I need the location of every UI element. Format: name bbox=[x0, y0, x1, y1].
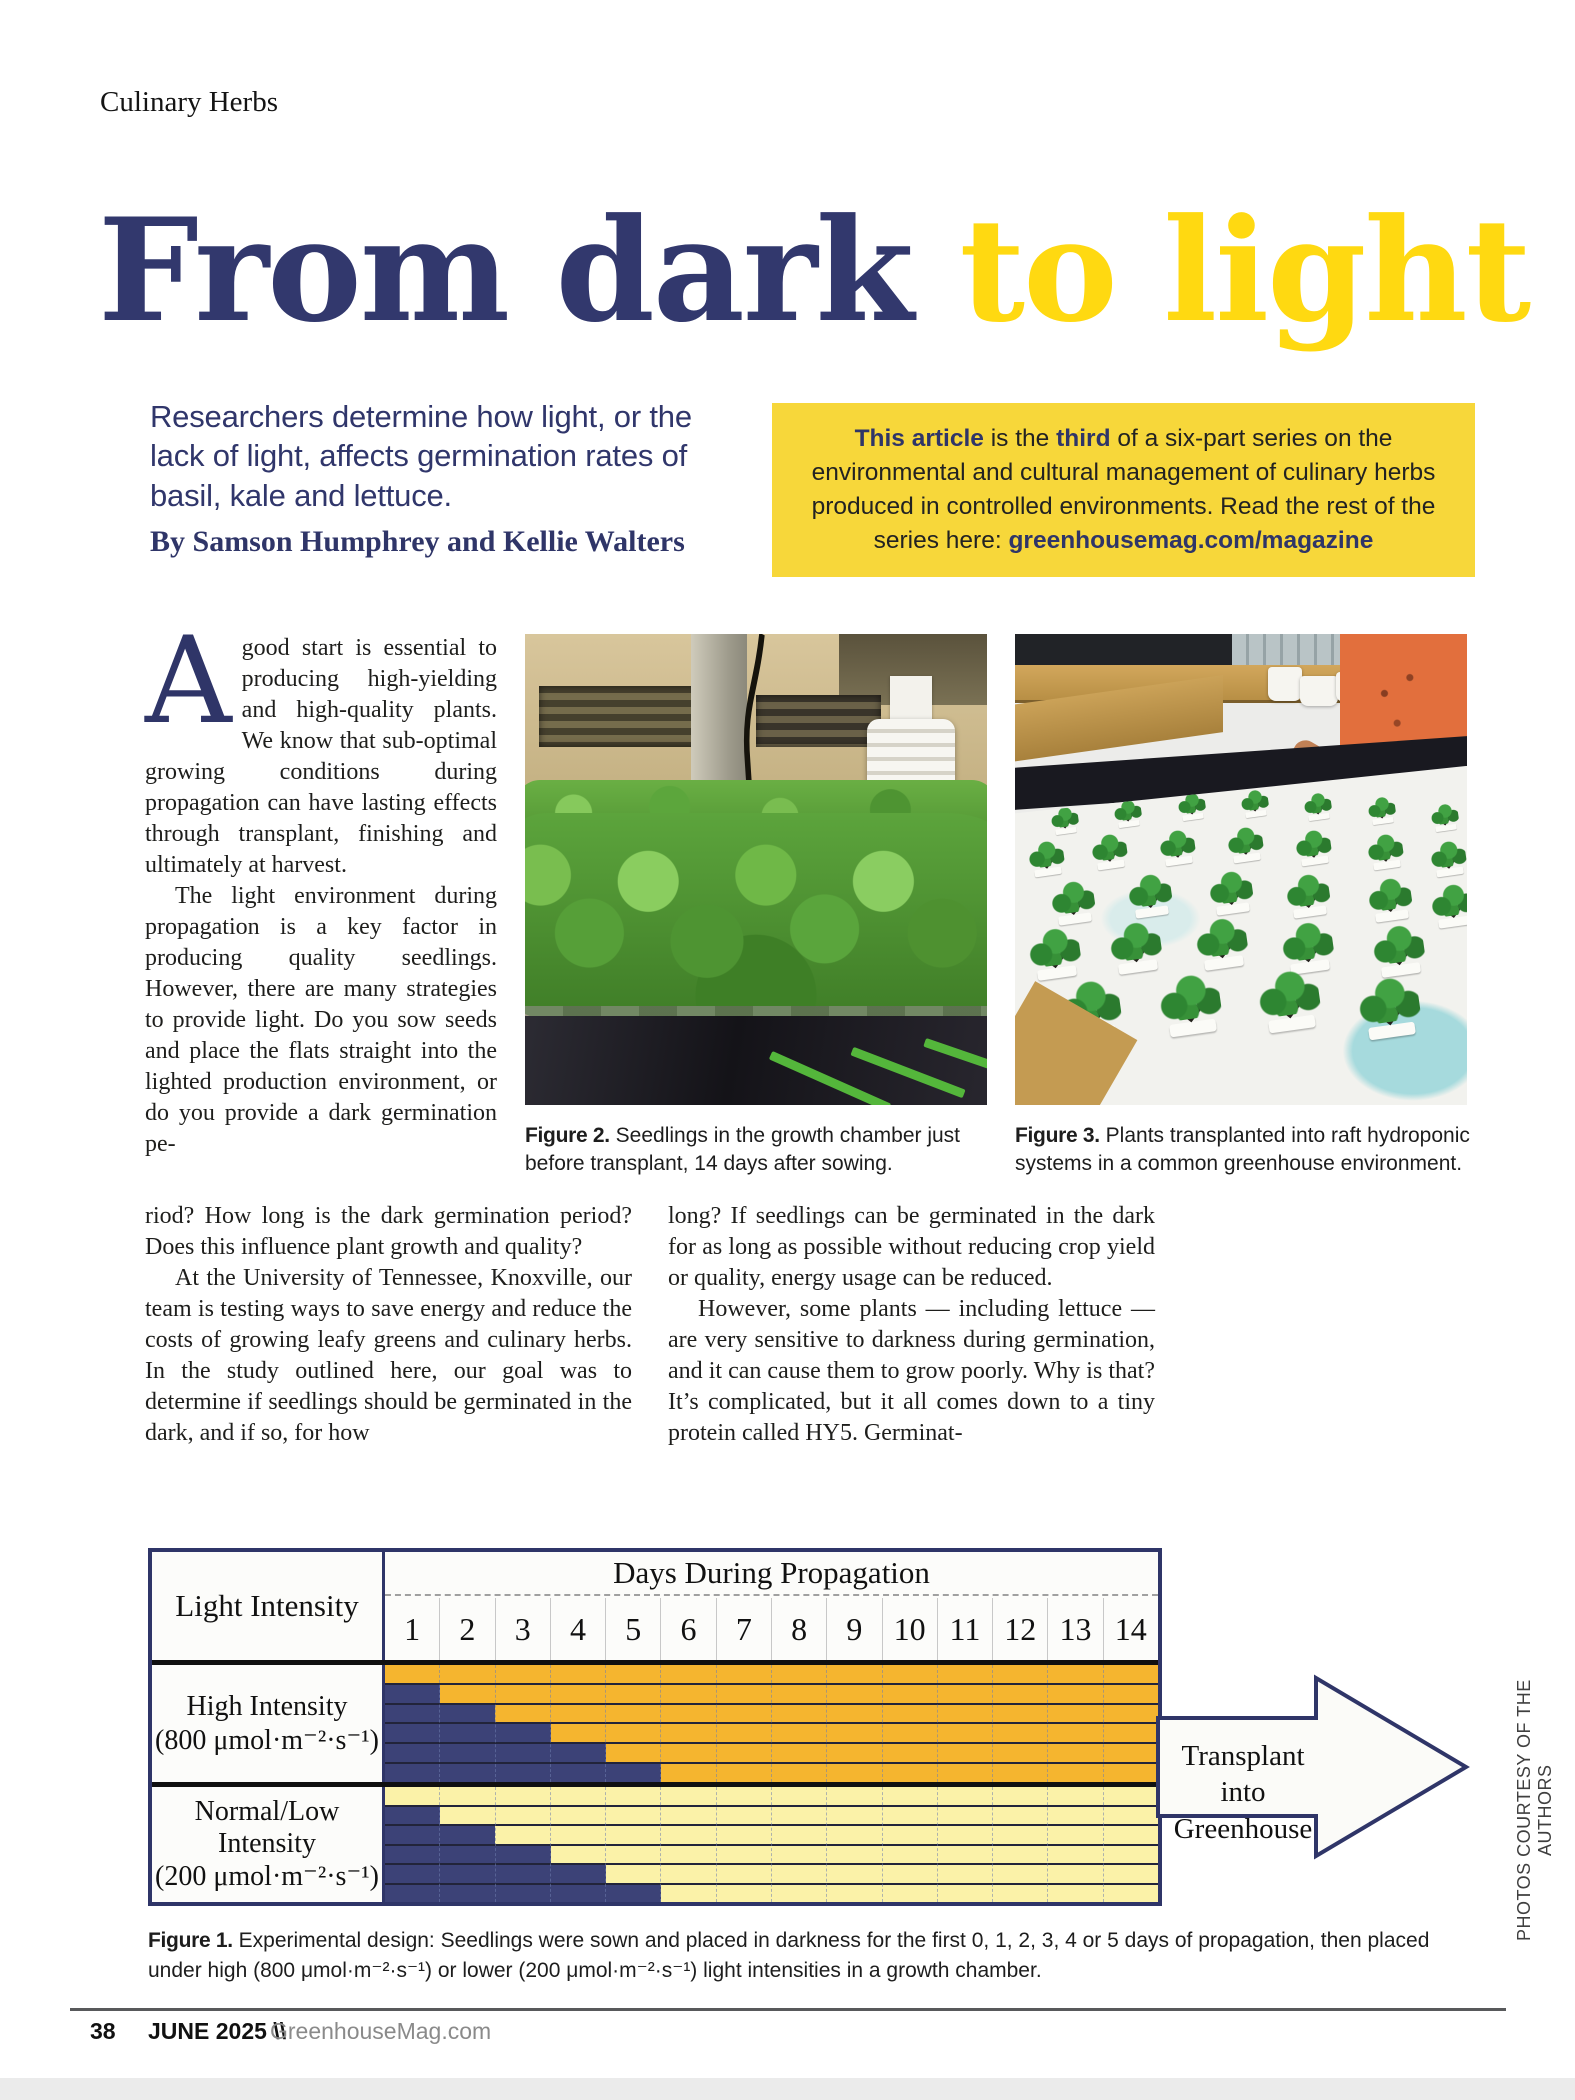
plant bbox=[1368, 1022, 1416, 1041]
series-bold-third: third bbox=[1056, 425, 1111, 453]
article-deck: Researchers determine how light, or the lack of light, affects germination rates of basil, kale and lettuce. bbox=[150, 399, 692, 513]
bar-row bbox=[385, 1846, 1158, 1866]
day-cell: 8 bbox=[772, 1598, 827, 1660]
plant bbox=[1233, 853, 1261, 864]
series-callout-text: This article is the third of a six-part series on the environmental and cultural management of culinary herbs produced in controlled environments. Read the rest of the series here: greenhousemag.com/magazine bbox=[811, 425, 1436, 554]
paragraph: long? If seedlings can be germinated in the dark for as long as possible without reducing crop yield or quality, energy usage can be reduced. bbox=[668, 1203, 1155, 1291]
plant bbox=[1037, 965, 1077, 981]
paragraph: However, some plants — including lettuce — are very sensitive to darkness during germination, and it can cause them to grow poorly. Why is that? It’s complicated, but it all comes down to a tiny protein called HY5. Germinat- bbox=[668, 1296, 1155, 1446]
plant bbox=[1293, 906, 1327, 919]
high-intensity-bars bbox=[385, 1665, 1158, 1782]
plant bbox=[1301, 856, 1329, 867]
bar-row bbox=[385, 1744, 1158, 1764]
plant bbox=[1436, 866, 1464, 877]
page-number: 38 bbox=[90, 2018, 116, 2044]
day-cell: 11 bbox=[938, 1598, 993, 1660]
bar-row bbox=[385, 1764, 1158, 1782]
plant bbox=[1245, 810, 1267, 818]
paragraph: At the University of Tennessee, Knoxville, our team is testing ways to save energy and reduce the costs of growing leafy greens and culinary herbs. In the study outlined here, our goal was to determine if seedlings should be germinated in the dark, and if so, for how bbox=[145, 1265, 632, 1446]
title-dark-part: From dark bbox=[98, 188, 913, 354]
plant bbox=[1182, 813, 1204, 821]
day-cell: 3 bbox=[496, 1598, 551, 1660]
issue-label: JUNE 2025 \\ bbox=[148, 2018, 287, 2044]
day-cell: 13 bbox=[1048, 1598, 1103, 1660]
sensor-bracket bbox=[890, 676, 932, 723]
article-title bbox=[98, 188, 1530, 354]
body-column-1-wide bbox=[145, 1201, 632, 1449]
body-column-1 bbox=[145, 612, 497, 1160]
plant bbox=[1308, 813, 1330, 821]
day-numbers-row bbox=[385, 1598, 1158, 1660]
day-cell: 12 bbox=[993, 1598, 1048, 1660]
plant bbox=[1055, 827, 1077, 835]
vent bbox=[539, 686, 701, 747]
plant bbox=[1438, 916, 1467, 929]
paragraph: riod? How long is the dark germination period? Does this influence plant growth and quality? bbox=[145, 1203, 632, 1260]
plant bbox=[1372, 817, 1394, 825]
page-bottom-band bbox=[0, 2078, 1575, 2100]
plant bbox=[1118, 959, 1158, 975]
high-intensity-label: High Intensity (800 μmol·m⁻²·s⁻¹) bbox=[155, 1690, 379, 1756]
low-intensity-label: Normal/Low Intensity (200 μmol·m⁻²·s⁻¹) bbox=[155, 1796, 379, 1892]
chart-title: Days During Propagation bbox=[385, 1552, 1158, 1596]
bar-row bbox=[385, 1685, 1158, 1705]
day-cell: 6 bbox=[661, 1598, 716, 1660]
plant bbox=[1375, 909, 1409, 922]
day-cell: 2 bbox=[440, 1598, 495, 1660]
bar-row bbox=[385, 1885, 1158, 1903]
bar-row bbox=[385, 1865, 1158, 1885]
plant bbox=[1373, 859, 1401, 870]
row-header-cell: Light Intensity bbox=[175, 1588, 359, 1623]
cup bbox=[1268, 667, 1302, 701]
byline: By Samson Humphrey and Kellie Walters bbox=[150, 525, 685, 558]
day-cell: 14 bbox=[1114, 1610, 1147, 1647]
day-cell: 10 bbox=[883, 1598, 938, 1660]
plant bbox=[1165, 856, 1193, 867]
figure2-photo bbox=[525, 634, 987, 1105]
seedling-foliage bbox=[525, 813, 987, 1020]
day-cell: 1 bbox=[385, 1598, 440, 1660]
series-callout-box bbox=[772, 403, 1475, 577]
footer-rule bbox=[70, 2008, 1506, 2011]
series-url: greenhousemag.com/magazine bbox=[1008, 526, 1374, 554]
day-cell: 5 bbox=[606, 1598, 661, 1660]
title-light-part: to light bbox=[912, 188, 1530, 354]
body-column-2 bbox=[668, 1201, 1155, 1449]
plant bbox=[1268, 1015, 1316, 1034]
plant bbox=[1119, 820, 1141, 828]
bar-row bbox=[385, 1705, 1158, 1725]
day-cell: 4 bbox=[551, 1598, 606, 1660]
bar-row bbox=[385, 1665, 1158, 1685]
section-kicker: Culinary Herbs bbox=[100, 86, 278, 118]
black-plastic-floor bbox=[525, 1016, 987, 1105]
series-bold-this-article: This article bbox=[854, 425, 984, 453]
paragraph: Agood start is essential to producing high-yielding and high-quality plants. We know that sub-optimal growing conditions during propagation can have lasting effects through transplant, finishing and ultimately at harvest. bbox=[145, 612, 497, 878]
low-intensity-bars bbox=[385, 1787, 1158, 1902]
photo-credit-vertical: PHOTOS COURTESY OF THE AUTHORS bbox=[1514, 1679, 1555, 1941]
paragraph: The light environment during propagation is a key factor in producing quality seedlings. However, there are many strategies to provide light. Do you sow seeds and place the flats straight into the lighted production environment, or do you provide a dark germination pe- bbox=[145, 883, 497, 1157]
figure1-chart bbox=[148, 1548, 1162, 1906]
plant bbox=[1135, 906, 1169, 919]
plant bbox=[1034, 866, 1062, 877]
bar-row bbox=[385, 1787, 1158, 1807]
cup bbox=[1300, 676, 1338, 706]
figure1-caption: Figure 1. Experimental design: Seedlings were sown and placed in darkness for the first 0, 1, 2, 3, 4 or 5 days of propagation, then placed under high (800 μmol·m⁻²·s⁻¹) or lower (200 μmol·m⁻²·s⁻¹) light intensities in a growth chamber. bbox=[148, 1929, 1430, 1983]
plant bbox=[1058, 912, 1092, 925]
day-cell: 7 bbox=[717, 1598, 772, 1660]
plant bbox=[1204, 955, 1244, 971]
figure3-caption: Figure 3. Plants transplanted into raft hydroponic systems in a common greenhouse environment. bbox=[1015, 1124, 1470, 1175]
day-cell: 9 bbox=[827, 1598, 882, 1660]
plant bbox=[1169, 1018, 1217, 1037]
plant bbox=[1216, 902, 1250, 915]
bar-row bbox=[385, 1724, 1158, 1744]
dropcap: A bbox=[145, 612, 232, 751]
bar-row bbox=[385, 1807, 1158, 1827]
transplant-arrow-label: Transplant into Greenhouse bbox=[1173, 1740, 1313, 1845]
plant bbox=[1097, 859, 1125, 870]
plant bbox=[1435, 823, 1457, 831]
figure3-photo bbox=[1015, 634, 1467, 1105]
website-label: GreenhouseMag.com bbox=[270, 2018, 492, 2044]
bar-row bbox=[385, 1826, 1158, 1846]
figure2-caption: Figure 2. Seedlings in the growth chamber just before transplant, 14 days after sowing. bbox=[525, 1124, 961, 1175]
